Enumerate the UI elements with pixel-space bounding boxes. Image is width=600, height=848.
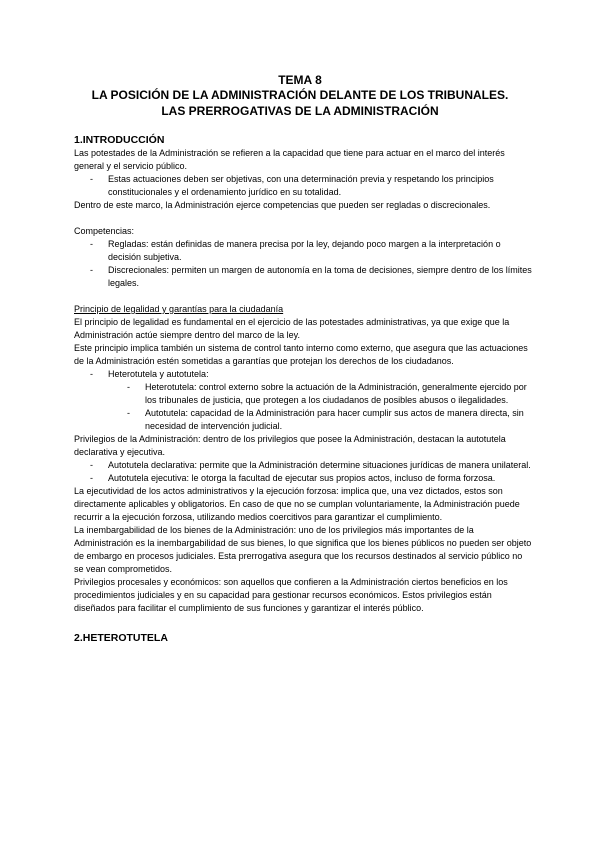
list-item-text: Autotutela declarativa: permite que la Administración determine situaciones jurídicas de manera unilateral. xyxy=(108,460,531,470)
bullet-dash: - xyxy=(90,174,93,184)
privilegios-procesales-paragraph: Privilegios procesales y económicos: son aquellos que confieren a la Administración ciertos beneficios en los procedimientos judiciales y en su capacidad para gestionar recursos económicos. Estos privilegios están diseñados para facilitar el cumplimiento de sus funciones y garantizar el interés público. xyxy=(74,577,508,613)
principio-paragraph-1: El principio de legalidad es fundamental en el ejercicio de las potestades administrativas, ya que exige que la Administración actúe siempre dentro del marco de la ley. xyxy=(74,317,510,340)
list-item xyxy=(127,407,534,433)
bullet-dash: - xyxy=(90,460,93,470)
list-item xyxy=(90,238,534,264)
document-title-line-1: LA POSICIÓN DE LA ADMINISTRACIÓN DELANTE DE LOS TRIBUNALES. xyxy=(91,88,509,102)
list-item xyxy=(127,381,534,407)
list-item-text: Heterotutela y autotutela: xyxy=(108,369,209,379)
bullet-dash: - xyxy=(90,369,93,379)
competencias-label: Competencias: xyxy=(74,226,135,236)
document-body xyxy=(74,133,534,645)
list-item-text: Regladas: están definidas de manera precisa por la ley, dejando poco margen a la interpretación o decisión subjetiva. xyxy=(108,239,501,262)
list-item-text: Discrecionales: permiten un margen de autonomía en la toma de decisiones, siempre dentro de los límites legales. xyxy=(108,265,532,288)
list-item-text: Autotutela ejecutiva: le otorga la facultad de ejecutar sus propios actos, incluso de forma forzosa. xyxy=(108,473,496,483)
principio-paragraph-2: Este principio implica también un sistema de control tanto interno como externo, que asegura que las actuaciones de la Administración estén sometidas a garantías que protejan los derechos de los ciudadanos. xyxy=(74,343,528,366)
bullet-dash: - xyxy=(127,382,130,392)
list-item xyxy=(90,472,534,485)
list-item xyxy=(90,459,534,472)
list-item xyxy=(90,173,534,199)
bullet-dash: - xyxy=(90,473,93,483)
topic-number: TEMA 8 xyxy=(278,73,322,87)
bullet-dash: - xyxy=(90,239,93,249)
section-heading-heterotutela: 2.HETEROTUTELA xyxy=(74,632,168,644)
section-heading-introduccion: 1.INTRODUCCIÓN xyxy=(74,134,165,146)
ejecutividad-paragraph: La ejecutividad de los actos administrativos y la ejecución forzosa: implica que, una vez dictados, estos son directamente aplicables y obligatorios. En caso de que no se cumplan voluntariamente, la Administración puede recurrir a la ejecución forzosa, utilizando medios coercitivos para garantizar el cumplimiento. xyxy=(74,486,520,522)
list-item-text: Autotutela: capacidad de la Administración para hacer cumplir sus actos de manera directa, sin necesidad de intervención judicial. xyxy=(145,408,524,431)
list-item-text: Heterotutela: control externo sobre la actuación de la Administración, generalmente ejercido por los tribunales de justicia, que protegen a los ciudadanos de posibles abusos o ilegalidades. xyxy=(145,382,527,405)
list-item xyxy=(90,368,534,381)
bullet-dash: - xyxy=(127,408,130,418)
inembargabilidad-paragraph: La inembargabilidad de los bienes de la Administración: uno de los privilegios más importantes de la Administración es la inembargabilidad de sus bienes, lo que significa que los bienes públicos no pueden ser objeto de embargo en procesos judiciales. Esta prerrogativa asegura que los recursos destinados al servicio público no se vean comprometidos. xyxy=(74,525,532,574)
list-item-text: Estas actuaciones deben ser objetivas, con una determinación previa y respetando los principios constitucionales y el ordenamiento jurídico en su totalidad. xyxy=(108,174,494,197)
bullet-dash: - xyxy=(90,265,93,275)
intro-paragraph: Las potestades de la Administración se refieren a la capacidad que tiene para actuar en el marco del interés general y el servicio público. xyxy=(74,148,505,171)
list-item xyxy=(90,264,534,290)
subheading-principio-legalidad: Principio de legalidad y garantías para la ciudadanía xyxy=(74,304,284,314)
privilegios-paragraph: Privilegios de la Administración: dentro de los privilegios que posee la Administración, destacan la autotutela declarativa y ejecutiva. xyxy=(74,434,506,457)
document-title-line-2: LAS PRERROGATIVAS DE LA ADMINISTRACIÓN xyxy=(161,104,439,118)
framework-paragraph: Dentro de este marco, la Administración ejerce competencias que pueden ser regladas o discrecionales. xyxy=(74,200,491,210)
